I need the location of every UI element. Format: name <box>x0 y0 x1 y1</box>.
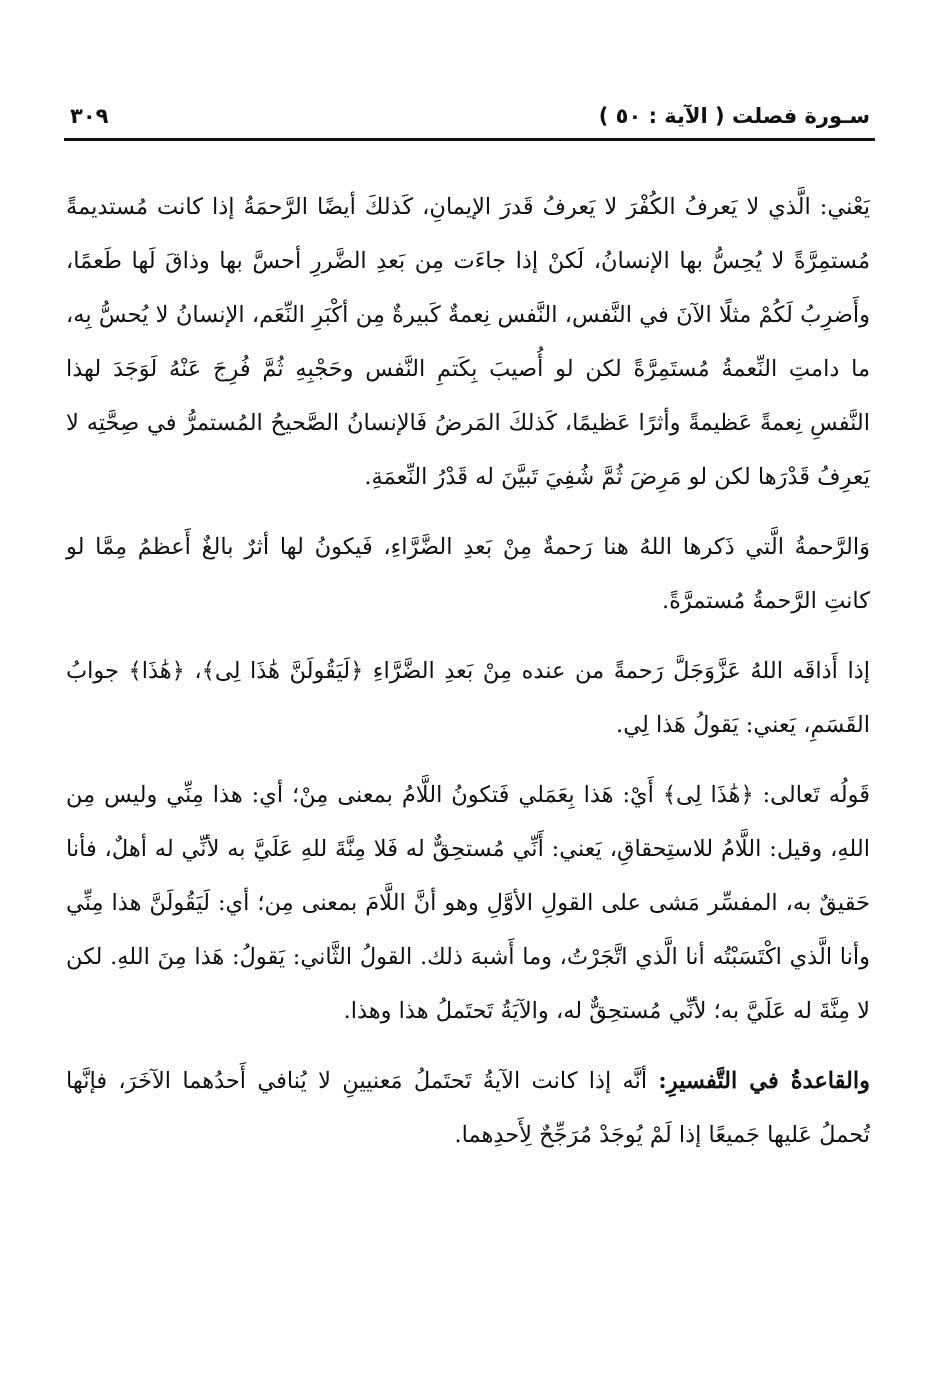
paragraph: قَولُه تَعالى: ﴿هَٰذَا لِى﴾ أَيْ: هَذا بِعَمَلي فَتكونُ اللَّامُ بمعنى مِنْ؛ أي: هذا مِنِّي وليس مِن اللهِ، وقيل: اللَّامُ للاستِحقاقِ، يَعني: أَنِّي مُستحِقٌّ له فَلا مِنَّةَ للهِ عَلَيَّ به لأنِّي له أهلٌ، فأنا حَقيقٌ به، المفسِّر مَشى على القولِ الأوَّلِ وهو أنَّ اللَّامَ بمعنى مِن؛ أي: لَيَقُولَنَّ هذا مِنِّي وأنا الَّذي اكْتَسَبْتُه أنا الَّذي اتَّجَرْتُ، وما أَشبهَ ذلك. القولُ الثَّاني: يَقولُ: هَذا مِنَ اللهِ. لكن لا مِنَّةَ له عَلَيَّ به؛ لأنِّي مُستحِقٌّ له، والآيَةُ تَحتَملُ هذا وهذا. <box>66 782 870 1024</box>
rule-paragraph <box>66 1054 870 1162</box>
page-header <box>70 100 870 140</box>
rule-text: أنَّه إذا كانت الآيةُ تَحتَملُ مَعنيينِ لا يُنافي أَحدُهما الآخَرَ، فإنَّها تُحملُ عَليها جَميعًا إذا لَمْ يُوجَدْ مُرَجِّحٌ لِأَحدِهما. <box>66 1068 870 1148</box>
paragraph: يَعْني: الَّذي لا يَعرفُ الكُفْرَ لا يَعرفُ قَدرَ الإيمانِ، كَذلكَ أيضًا الرَّحمَةُ إذا كانت مُستديمةً مُستمِرَّةً لا يُحِسُّ بها الإنسانُ، لَكنْ إذا جاءَت مِن بَعدِ الضَّررِ أحسَّ بها وذاقَ لَها طَعمًا، وأَضرِبُ لَكُمْ مثلًا الآنَ في النَّفس، النَّفس نِعمةٌ كَبيرةٌ مِن أكْبَرِ النِّعَم، الإنسانُ لا يُحسُّ بِه، ما دامتِ النِّعمةُ مُستَمِرَّةً لكن لو أُصيبَ بِكَتمِ النَّفس وحَجْبِهِ ثُمَّ فُرِجَ عَنْهُ لَوَجَدَ لهذا النَّفسِ نِعمةً عَظيمةً وأثرًا عَظيمًا، كَذلكَ المَرضُ فَالإنسانُ الصَّحيحُ المُستمرُّ في صِحَّتِه لا يَعرِفُ قَدْرَها لكن لو مَرِضَ ثُمَّ شُفِيَ تَبيَّنَ له قَدْرُ النِّعمَةِ. <box>66 194 870 490</box>
rule-lead: والقاعدةُ في التَّفسيرِ: <box>658 1068 870 1094</box>
paragraph: إذا أَذاقَه اللهُ عَزَّوَجَلَّ رَحمةً من عنده مِنْ بَعدِ الضَّرَّاءِ ﴿لَيَقُولَنَّ هَٰذَا لِى﴾، ﴿هَٰذَا﴾ جوابُ القَسَمِ، يَعني: يَقولُ هَذا لِي. <box>66 658 870 738</box>
header-rule <box>64 138 875 141</box>
running-title: سـورة فصلت ( الآية : ٥٠ ) <box>598 104 870 128</box>
page-body <box>66 180 870 1162</box>
page-number: ٣٠٩ <box>70 104 109 128</box>
paragraph: وَالرَّحمةُ الَّتي ذَكرها اللهُ هنا رَحمةٌ مِنْ بَعدِ الضَّرَّاءِ، فَيكونُ لها أثرٌ بالغٌ أَعظمُ مِمَّا لو كانتِ الرَّحمةُ مُستمرَّةً. <box>66 534 870 614</box>
